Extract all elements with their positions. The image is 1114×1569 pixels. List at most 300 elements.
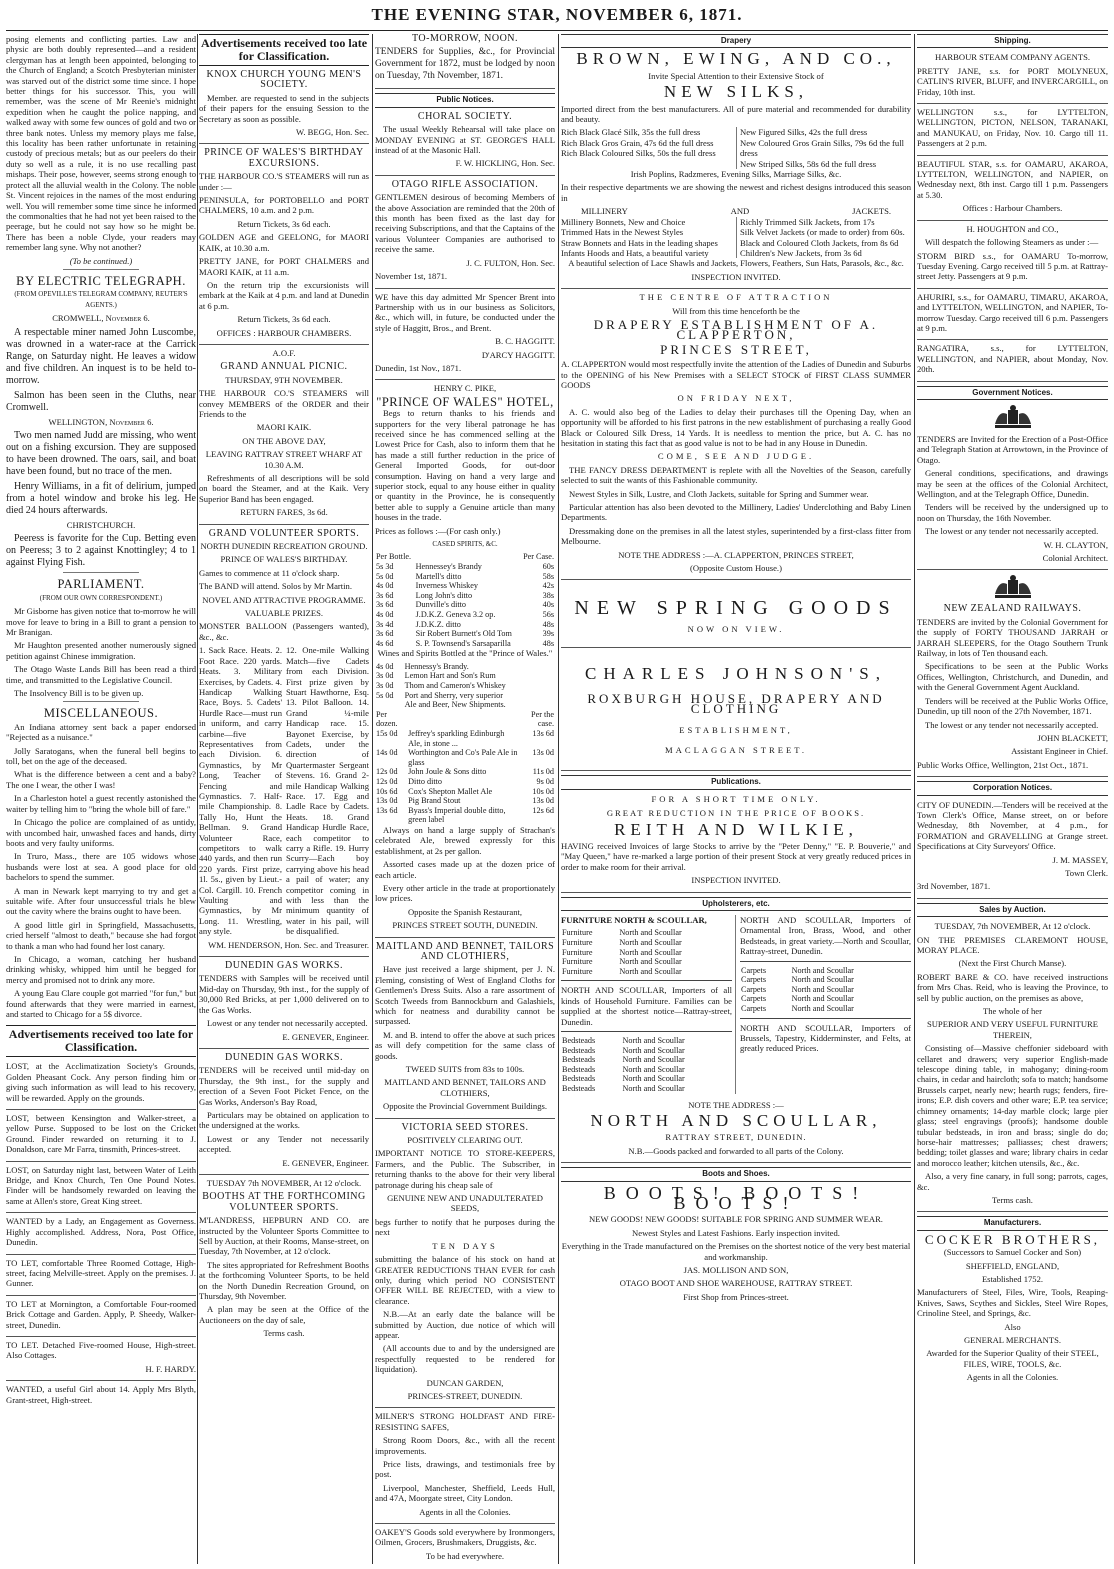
table-cell: Hennessy's Brandy. bbox=[404, 661, 469, 671]
ad-text: The lowest or any tender not necessarily accepted. bbox=[925, 526, 1099, 537]
table-cell: North and Scoullar bbox=[619, 957, 682, 967]
classified-ad bbox=[6, 1299, 196, 1337]
ad-text: NORTH DUNEDIN RECREATION GROUND. bbox=[200, 541, 368, 552]
ad-text: WELLINGTON s.s., for LYTTELTON, WELLINGTON, PICTON, NELSON, TARANAKI, and MANUKAU, on Friday, Nov. 10. Cargo till 11. Passengers at 2 p.m. bbox=[917, 107, 1108, 149]
ad-tenders-supplies bbox=[375, 34, 555, 89]
ad-text: LOST, at the Acclimatization Society's Grounds, Golden Pheasant Cock. Any person finding him or giving such information as will lead to his recovery, will be rewarded. Apply on the grounds. bbox=[6, 1061, 196, 1103]
ad-text: THE HARBOUR CO.'S STEAMERS will run as under :— bbox=[199, 171, 369, 192]
table-cell: North and Scoullar bbox=[791, 1003, 854, 1013]
table-cell: 3s 6d bbox=[376, 600, 394, 610]
ad-title: NEW SPRING GOODS bbox=[574, 597, 898, 620]
section-heading: Boots and Shoes. bbox=[561, 1167, 911, 1181]
ad-text: (Successors to Samuel Cocker and Son) bbox=[943, 1247, 1082, 1258]
ad-text: Wines and Spirits Bottled at the "Prince of Wales." bbox=[377, 648, 553, 659]
ad-cocker-brothers bbox=[917, 1231, 1108, 1383]
table-cell: North and Scoullar bbox=[622, 1083, 685, 1093]
table-header: Per dozen. bbox=[376, 709, 398, 729]
classification-heading: Advertisements received too late for Classification. bbox=[6, 1025, 196, 1057]
table-cell: Pig Brand Stout bbox=[408, 796, 461, 806]
table-row bbox=[375, 748, 555, 767]
table-row bbox=[561, 1074, 732, 1084]
table-cell: 4s 6d bbox=[376, 638, 394, 648]
column-divider bbox=[197, 34, 198, 1564]
news-item: In Chicago, a woman, catching her husband drinking whisky, whipped him until he begged for mercy and promised not to drink any more. bbox=[6, 953, 196, 985]
ad-signature: Assistant Engineer in Chief. bbox=[1011, 746, 1108, 757]
millinery-list bbox=[561, 217, 911, 259]
table-row bbox=[375, 767, 555, 777]
table-cell: 12s 6d bbox=[532, 805, 554, 815]
list-item: Infants Hoods and Hats, a beautiful variety bbox=[561, 247, 709, 258]
table-cell: Carpets bbox=[741, 1003, 767, 1013]
telegraph-subtitle: (FROM OPEVILLE'S TELEGRAM COMPANY, REUTER'S AGENTS.) bbox=[14, 290, 188, 309]
ad-title: DRAPERY ESTABLISHMENT OF A. CLAPPERTON, bbox=[593, 316, 879, 343]
table-cell: Thom and Cameron's Whiskey bbox=[404, 680, 506, 690]
table-cell: S. P. Townsend's Sarsaparilla bbox=[415, 638, 511, 648]
masthead-rule bbox=[6, 30, 1108, 31]
news-item: The Insolvency Bill is to be given up. bbox=[14, 688, 144, 699]
table-cell: Byass's Imperial double ditto, green label bbox=[408, 805, 506, 825]
divider bbox=[740, 1018, 911, 1019]
ad-text: Irish Poplins, Radzmeres, Evening Silks, Marriage Silks, &c. bbox=[630, 169, 842, 180]
table-cell: Martell's ditto bbox=[415, 571, 462, 581]
ad-title: MILNER'S STRONG HOLDFAST AND FIRE-RESISTING SAFES, bbox=[375, 1411, 555, 1432]
price-table-spirits bbox=[375, 552, 555, 648]
table-cell: Port and Sherry, very superior bbox=[404, 690, 504, 700]
table-cell: North and Scoullar bbox=[622, 1074, 685, 1084]
ad-text: ON THE ABOVE DAY, bbox=[242, 435, 326, 446]
ad-signature: E. GENEVER, Engineer. bbox=[282, 1031, 369, 1042]
divider bbox=[740, 961, 911, 962]
table-cell: North and Scoullar bbox=[622, 1045, 685, 1055]
list-item: New Figured Silks, 42s the full dress bbox=[740, 127, 868, 138]
ad-signature: JOHN BLACKETT, bbox=[1037, 732, 1108, 743]
table-cell: North and Scoullar bbox=[619, 937, 682, 947]
ad-title: NORTH AND SCOULLAR, bbox=[590, 1110, 882, 1130]
table-cell: Lemon Hart and Son's Rum bbox=[404, 671, 496, 681]
ad-text: Invite Special Attention to their Extensive Stock of bbox=[648, 70, 824, 81]
table-cell: Long John's ditto bbox=[415, 590, 473, 600]
ad-reith-wilkie bbox=[561, 794, 911, 893]
section-heading: Publications. bbox=[561, 775, 911, 789]
ad-text: The lowest or any tender not necessarily accepted. bbox=[925, 719, 1099, 730]
table-cell: Bedsteads bbox=[562, 1074, 596, 1084]
ad-text: JACKETS. bbox=[852, 206, 891, 217]
ad-text: Return Tickets, 3s 6d each. bbox=[237, 218, 331, 229]
ad-text: AHURIRI, s.s., for OAMARU, TIMARU, AKAROA, and LYTTELTON, WELLINGTON, and NAPIER, To-morrow Tuesday. Cargo received till 6 p.m. Passengers at 9 p.m. bbox=[917, 291, 1108, 333]
ad-text: LOST, on Saturday night last, between Water of Leith Bridge, and Knox Church, Ten One Pound Notes. Finder will be handsomely rewarded on leaving the same at Allen's store, Great King street. bbox=[6, 1164, 196, 1206]
news-item: Peeress is favorite for the Cup. Betting even on Peeress; 3 to 2 against Knottingley; 4 to 1 against Flying Fish. bbox=[6, 533, 196, 569]
list-item: Trimmed Hats in the Newest Styles bbox=[561, 227, 684, 238]
ad-signature: W. H. CLAYTON, bbox=[1043, 539, 1108, 550]
ad-text: Assorted cases made up at the dozen price of each article. bbox=[375, 859, 555, 880]
ad-aof-picnic bbox=[199, 348, 369, 525]
ad-signature: B. C. HAGGITT. bbox=[495, 336, 555, 347]
table-row bbox=[375, 581, 555, 591]
table-cell: 3s 0d bbox=[376, 680, 394, 690]
ad-mollison-boots bbox=[561, 1182, 911, 1303]
ad-choral-society bbox=[375, 112, 555, 176]
ad-text: Agents in all the Colonies. bbox=[966, 1372, 1059, 1383]
table-cell: 5s 0d bbox=[376, 571, 394, 581]
ad-title: KNOX CHURCH YOUNG MEN'S SOCIETY. bbox=[206, 69, 362, 91]
table-cell: North and Scoullar bbox=[791, 984, 854, 994]
ad-text: General conditions, specifications, and drawings may be seen at the offices of the Colonial Architect, Wellington, and at the Telegraph Office, Dunedin. bbox=[917, 468, 1108, 499]
ad-title: BROWN, EWING, AND CO., bbox=[576, 49, 896, 69]
ad-charles-johnson bbox=[561, 651, 911, 771]
ad-text: M. and B. intend to offer the above at such prices as will defy competition for the same class of goods. bbox=[375, 1029, 555, 1061]
ad-text: Will from this time henceforth be the bbox=[672, 305, 800, 316]
royal-crest-icon bbox=[991, 404, 1035, 430]
table-cell: North and Scoullar bbox=[622, 1035, 685, 1045]
ad-title: DUNEDIN GAS WORKS. bbox=[225, 1051, 343, 1063]
column-divider bbox=[558, 34, 559, 1564]
ad-title: HARBOUR STEAM COMPANY AGENTS. bbox=[934, 52, 1091, 63]
ad-shipping bbox=[917, 66, 1108, 104]
ad-text: MAITLAND AND BENNET, TAILORS AND CLOTHIERS, bbox=[384, 1077, 546, 1098]
table-cell: 4s 0d bbox=[376, 661, 394, 671]
ad-text: A.O.F. bbox=[272, 347, 296, 358]
table-cell: North and Scoullar bbox=[791, 994, 854, 1004]
ad-text: A. C. would also beg of the Ladies to delay their purchases till the Opening Day, when an opportunity will be afforded to his first patrons in the new establishment of purchasing a really Good Black or Coloured Silk Dress, 14 Yards. It is needless to mention the price, but A. C. has no hesitation in stating this fact that as good value is not to be had in any House in Dunedin. bbox=[561, 406, 911, 448]
ad-text: Have just received a large shipment, per J. N. Fleming, consisting of West of England Cloths for Gentlemen's Dress Suits. Also a rare assortment of Scotch Tweeds from Bannockburn and Galashiels, which for neatness and durability cannot be surpassed. bbox=[375, 964, 555, 1027]
table-cell: Bedsteads bbox=[562, 1055, 596, 1065]
ad-date: Dunedin, 1st Nov., 1871. bbox=[375, 362, 462, 373]
ad-text: Opposite the Provincial Government Buildings. bbox=[383, 1101, 547, 1112]
ad-haggitt bbox=[375, 292, 555, 381]
programme-list: 12. One-mile Walking Match—five Cadets from each Division. First prize given by Stuart Hawthorne, Esq. 13. Pilot Balloon. 14. Grand ¼-mile Handicap race. 15. Bayonet Exercise, by Cadets, under the direction of Quartermaster Sergeant Stevens. 16. Grand 2-mile Handicap Walking Race. 17. Egg and Ladle Race by Cadets. Heats. 18. Grand Handicap Hurdle Race, each competitor to carry a Rifle. 19. Hurry Scurry—Each boy carrying above his head a pail of water; any competitor coming in with less than the minimum quantity of water in his pail, will be disqualified. bbox=[286, 645, 369, 937]
dateline-christchurch: CHRISTCHURCH. bbox=[66, 519, 136, 530]
ad-text: MACLAGGAN STREET. bbox=[664, 744, 808, 755]
ad-text: The whole of her bbox=[983, 1006, 1042, 1017]
price-table-ales bbox=[375, 710, 555, 825]
list-item: New Striped Silks, 58s 6d the full dress bbox=[740, 158, 877, 169]
ad-text: VALUABLE PRIZES. bbox=[244, 608, 324, 619]
list-item: Children's New Jackets, from 3s 6d bbox=[740, 247, 862, 258]
ad-prince-of-wales-hotel bbox=[375, 383, 555, 937]
table-cell: 12s 0d bbox=[376, 776, 398, 786]
ad-gas-works-2 bbox=[199, 1053, 369, 1175]
ad-text: Opposite the Spanish Restaurant, bbox=[407, 906, 523, 917]
ad-text: CASED SPIRITS, &C. bbox=[432, 540, 498, 549]
ad-text: Terms cash. bbox=[263, 1328, 305, 1339]
ad-signature: F. W. HICKLING, Hon. Sec. bbox=[455, 158, 555, 169]
column-divider bbox=[372, 34, 373, 1564]
ad-excursions bbox=[199, 148, 369, 345]
ad-maitland-bennet bbox=[375, 942, 555, 1119]
table-row bbox=[740, 994, 911, 1004]
classified-ad bbox=[6, 1340, 196, 1381]
table-cell: 13s 0d bbox=[376, 796, 398, 806]
ad-post-office-tender bbox=[917, 434, 1108, 570]
ad-gas-works-1 bbox=[199, 961, 369, 1049]
ad-text: STORM BIRD s.s., for OAMARU To-morrow, Tuesday Evening. Cargo received till 5 p.m. at Rattray-street Jetty. Passengers at 9 p.m. bbox=[917, 250, 1108, 282]
ad-signature: D'ARCY HAGGITT. bbox=[481, 349, 555, 360]
ad-text: CITY OF DUNEDIN.—Tenders will be received at the Town Clerk's Office, Manse street, on or before Wednesday, 8th November, at 4 p.m., for FORMATION and GRAVELLING at Grange street. Specifications at City Surveyors' Office. bbox=[917, 799, 1108, 852]
ad-text: Awarded for the Superior Quality of their STEEL, FILES, WIRE, TOOLS, &c. bbox=[926, 1348, 1099, 1369]
ad-text: Offices : Harbour Chambers. bbox=[962, 203, 1063, 214]
table-cell: 3s 4d bbox=[376, 619, 394, 629]
table-cell: 3s 0d bbox=[376, 671, 394, 681]
ad-railways bbox=[917, 604, 1108, 777]
ad-title: H. HOUGHTON and CO., bbox=[966, 223, 1059, 234]
table-cell: 13s 0d bbox=[532, 748, 554, 758]
classified-ad bbox=[6, 1165, 196, 1214]
ad-title: TO-MORROW, NOON. bbox=[411, 34, 519, 44]
section-heading: Sales by Auction. bbox=[917, 903, 1108, 917]
table-cell: Ale and Beer, New Shipments. bbox=[404, 700, 506, 710]
table-row bbox=[375, 729, 555, 748]
ad-text: Agents in all the Colonies. bbox=[419, 1506, 511, 1517]
ad-title: BOOTS! BOOTS! BOOTS! bbox=[603, 1182, 869, 1213]
ad-text: SHEFFIELD, ENGLAND, bbox=[965, 1260, 1060, 1271]
ad-rifle-association bbox=[375, 180, 555, 289]
table-cell: Furniture bbox=[562, 957, 593, 967]
table-cell: 10s 0d bbox=[532, 786, 554, 796]
ad-text: ON FRIDAY NEXT, bbox=[677, 393, 795, 404]
ad-text: Particulars may be obtained on application to the undersigned at the works. bbox=[199, 1109, 369, 1131]
section-heading: Corporation Notices. bbox=[917, 781, 1108, 795]
ad-text: NORTH AND SCOULLAR, Importers of Brussels, Tapestry, Kidderminster, and Felts, at greatly reduced Prices. bbox=[740, 1022, 911, 1054]
news-item: What is the difference between a cent and a baby? The one I wear, the other I was! bbox=[6, 769, 196, 790]
ad-text: WE have this day admitted Mr Spencer Brent into Partnership with us in our business as Solicitors, &c., which will, in future, be conducted under the style of Haggitt, Bros., and Brent. bbox=[375, 291, 555, 333]
ad-title: GRAND ANNUAL PICNIC. bbox=[220, 361, 348, 373]
list-item: Richly Trimmed Silk Jackets, from 17s bbox=[740, 216, 875, 227]
ad-text: HENRY C. PIKE, bbox=[433, 383, 497, 394]
table-row bbox=[740, 985, 911, 995]
news-item: In Chicago the police are complained of as untidy, with uncombed hair, unwashed faces and hands, dirty boots and very faulty uniforms. bbox=[6, 817, 196, 848]
table-cell: Furniture bbox=[562, 928, 593, 938]
ad-text: A beautiful selection of Lace Shawls and Jackets, Flowers, Feathers, Sun Hats, Parasols, &c., &c. bbox=[568, 258, 904, 269]
table-row bbox=[375, 700, 555, 710]
ad-text: submitting the balance of his stock on hand at GREATER REDUCTIONS THAN EVER for cash only, during which period NO CONSISTENT OFFER WILL BE REJECTED, with a view to clearance. bbox=[375, 1254, 555, 1306]
table-row bbox=[561, 1046, 732, 1056]
ad-victoria-seed-stores bbox=[375, 1123, 555, 1409]
ad-signature: W. BEGG, Hon. Sec. bbox=[296, 127, 369, 138]
column-3 bbox=[375, 34, 555, 1564]
ad-text: Begs to return thanks to his friends and supporters for the very liberal patronage he has received since he has commenced selling at the Lowest Price for Cash, also to inform them that he has made a still further reduction in the price of General Imported Goods, for out-door consumption. Having on hand a very large and superior stock, equal to any house either in quality or quantity in the Province, he is consequently better able to supply a Genuine article than many houses in the trade. bbox=[375, 408, 555, 523]
classified-ad bbox=[6, 1113, 196, 1162]
table-row bbox=[375, 629, 555, 639]
ad-text: TEN DAYS bbox=[432, 1240, 498, 1251]
ad-text: Newest Styles and Latest Fashions. Early inspection invited. bbox=[632, 1227, 840, 1238]
ad-text: The usual Weekly Rehearsal will take place on MONDAY EVENING at ST. GEORGE'S HALL instead of at the Masonic Hall. bbox=[375, 124, 555, 156]
table-row bbox=[561, 1084, 732, 1094]
ad-title: PRINCE OF WALES'S BIRTHDAY EXCURSIONS. bbox=[204, 147, 364, 169]
ad-text: COME, SEE AND JUDGE. bbox=[657, 451, 815, 462]
table-row bbox=[561, 1065, 732, 1075]
classified-ad bbox=[6, 1216, 196, 1254]
ad-text: Games to commence at 11 o'clock sharp. bbox=[199, 567, 340, 578]
ad-text: HAVING received Invoices of large Stocks to arrive by the "Peter Denny," "E. P. Bouverie," and "May Queen," have re-marked a large portion of their present Stock at very greatly reduced prices in order to make room for their arrival. bbox=[561, 840, 911, 872]
ad-title: COCKER BROTHERS, bbox=[924, 1231, 1101, 1247]
ad-volunteer-sports bbox=[199, 529, 369, 957]
ad-signature: J. C. FULTON, Hon. Sec. bbox=[466, 257, 555, 268]
table-cell: 40s bbox=[542, 600, 554, 610]
ad-text: OAKEY'S Goods sold everywhere by Ironmongers, Oilmen, Grocers, Brushmakers, Druggists, &c. bbox=[375, 1527, 555, 1548]
ad-text: GENTLEMEN desirous of becoming Members of the above Association are reminded that the 20th of this month has been fixed as the last day for receiving Subscriptions, and that the Captains of the various Volunteer Companies are authorised to receive the same. bbox=[375, 192, 555, 255]
news-item: A good little girl in Springfield, Massachusetts, cried herself "almost to death," because she had forgot to thank a man who had found her lost canary. bbox=[6, 919, 196, 951]
ad-title: VICTORIA SEED STORES. bbox=[401, 1121, 529, 1133]
list-item: Silk Velvet Jackets (or made to order) from 60s. bbox=[740, 227, 905, 238]
ad-title: CHORAL SOCIETY. bbox=[417, 110, 513, 122]
ad-text: TO LET. Detached Five-roomed House, High-street. Also Cottages. bbox=[6, 1339, 196, 1361]
table-row bbox=[561, 967, 732, 977]
ad-text: THE HARBOUR CO.'S STEAMERS will convey MEMBERS of the ORDER and their Friends to the bbox=[199, 388, 369, 419]
news-item: Two men named Judd are missing, who went out on a fishing excursion. They are supposed to have been drowned. The oars, sail, and boat have been found, but no trace of the men. bbox=[6, 429, 196, 477]
table-cell: J.D.K.Z. ditto bbox=[415, 619, 461, 629]
ad-text: NOTE THE ADDRESS :— bbox=[688, 1099, 784, 1110]
news-item: A man in Newark kept marrying to try and get a suitable wife. After four unsuccessful trials he blew out the cavity where the brains ought to have been. bbox=[6, 885, 196, 917]
ad-city-dunedin bbox=[917, 800, 1108, 899]
ad-shipping bbox=[917, 251, 1108, 289]
ad-text: RETURN FARES, 3s 6d. bbox=[240, 507, 328, 518]
table-row bbox=[561, 938, 732, 948]
column-5 bbox=[917, 34, 1108, 1564]
table-cell: Carpets bbox=[741, 984, 767, 994]
ad-title: MAITLAND AND BENNET, TAILORS AND CLOTHIERS, bbox=[375, 940, 555, 962]
table-cell: North and Scoullar bbox=[791, 965, 854, 975]
ad-title: ROXBURGH HOUSE, DRAPERY AND CLOTHING bbox=[587, 690, 885, 717]
table-cell: J.D.K.Z. Geneva 3.2 op. bbox=[415, 610, 496, 619]
table-cell: 42s bbox=[542, 581, 554, 591]
ad-text: LOST, between Kensington and Walker-street, a yellow Purse. Supposed to be lost on the Cricket Ground. Finder rewarded on returning it to J. Donaldson, care Mr Farra, tinsmith, Princes-street. bbox=[6, 1113, 196, 1155]
ad-text: THE FANCY DRESS DEPARTMENT is replete with all the Novelties of the Season, carefully selected to suit the wants of this Fashionable community. bbox=[561, 464, 911, 486]
section-heading: Public Notices. bbox=[375, 93, 555, 107]
news-item: A young Eau Clare couple got married "for fun," but found afterwards that they were married in earnest, and started to Chicago for a 5$ divorce. bbox=[6, 988, 196, 1019]
ad-shipping bbox=[917, 159, 1108, 221]
ad-clapperton bbox=[561, 292, 911, 580]
ad-text: Newest Styles in Silk, Lustre, and Cloth Jackets, suitable for Spring and Summer wear. bbox=[569, 488, 869, 499]
table-cell: John Joule & Sons ditto bbox=[408, 767, 487, 777]
table-cell: 38s bbox=[542, 590, 554, 600]
bedsteads-list bbox=[561, 1036, 732, 1094]
parliament-subtitle: (FROM OUR OWN CORRESPONDENT.) bbox=[39, 593, 163, 602]
ad-text: IMPORTANT NOTICE TO STORE-KEEPERS, Farmers, and the Public. The Subscriber, in returning thanks to the above for their very liberal patronage during his cheap sale of bbox=[375, 1148, 555, 1190]
divider bbox=[63, 572, 139, 573]
ad-text: Specifications to be seen at the Public Works Offices, Wellington, Christchurch, and Dunedin, and with the General Government Agent Auckland. bbox=[917, 661, 1108, 693]
ad-text: ROBERT BARE & CO. have received instructions from Mrs Chas. Reid, who is leaving the Province, to sell by public auction, on the premises as above, bbox=[917, 971, 1108, 1003]
classified-ad bbox=[6, 1061, 196, 1110]
ad-title: DUNEDIN GAS WORKS. bbox=[225, 960, 343, 972]
ad-text: Will despatch the following Steamers as under :— bbox=[925, 237, 1099, 248]
table-row bbox=[561, 957, 732, 967]
table-cell: 4s 0d bbox=[376, 610, 394, 619]
table-cell: 10s 6d bbox=[376, 786, 398, 796]
news-item: In a Charleston hotel a guest recently astonished the waiter by telling him to "bring the whole bill of fare." bbox=[6, 793, 196, 814]
ad-text: TO LET at Mornington, a Comfortable Four-roomed Brick Cottage and Garden. Apply, P. Sheedy, Walker-street, Dunedin. bbox=[6, 1298, 196, 1330]
ad-text: TENDERS are Invited for the Erection of a Post-Office and Telegraph Station at Arrowtown, in the Province of Otago. bbox=[917, 433, 1108, 465]
table-cell: Worthington and Co's Pale Ale in glass bbox=[408, 748, 518, 767]
section-heading: Drapery bbox=[561, 34, 911, 48]
ad-signature: Colonial Architect. bbox=[1042, 553, 1108, 564]
table-cell: 39s bbox=[542, 629, 554, 639]
dateline-wellington: WELLINGTON, November 6. bbox=[48, 416, 154, 427]
ad-text: TO LET, comfortable Three Roomed Cottage, High-street, facing Melville-street. Apply on the premises. J. Gunner. bbox=[6, 1257, 196, 1289]
ad-auction-claremont bbox=[917, 921, 1108, 1212]
table-cell: 48s bbox=[542, 619, 554, 629]
ad-text: A. CLAPPERTON would most respectfully invite the attention of the Ladies of Dunedin and Suburbs to the OPENING of his New Premises with a SELECT STOCK of FIRST CLASS SUMMER GOODS bbox=[561, 359, 911, 390]
table-cell: 5s 3d bbox=[376, 562, 394, 572]
ad-text: To be had everywhere. bbox=[425, 1550, 505, 1561]
ad-text: PRINCES-STREET, DUNEDIN. bbox=[407, 1390, 523, 1401]
table-row bbox=[375, 562, 555, 572]
ad-text: NORTH AND SCOULLAR, Importers of Ornamental Iron, Brass, Wood, and other Bedsteads, in great variety.—North and Scoullar, Rattray-street, Dunedin. bbox=[740, 914, 911, 957]
royal-crest-icon bbox=[991, 574, 1035, 600]
ad-shipping bbox=[917, 107, 1108, 156]
table-row bbox=[375, 600, 555, 610]
ad-text: WANTED, a useful Girl about 14. Apply Mrs Blyth, Grant-street, High-street. bbox=[6, 1384, 196, 1405]
ad-text: MONSTER BALLOON (Passengers wanted), &c., &c. bbox=[199, 621, 369, 642]
ad-title: GRAND VOLUNTEER SPORTS. bbox=[208, 527, 360, 539]
ad-text: Price lists, drawings, and testimonials free by post. bbox=[375, 1459, 555, 1480]
ad-text: SUPERIOR AND VERY USEFUL FURNITURE THEREIN, bbox=[926, 1019, 1099, 1040]
ad-text: On the return trip the excursionists will embark at the Kaik at 4 p.m. and land at Dunedin at 6 p.m. bbox=[199, 279, 369, 311]
ad-text: N.B.—At an early date the balance will be submitted by Auction, due notice of which will appear. bbox=[375, 1309, 555, 1340]
ad-shipping bbox=[917, 343, 1108, 381]
table-cell: 56s bbox=[542, 610, 554, 619]
section-heading: Manufacturers. bbox=[917, 1216, 1108, 1230]
table-cell: Furniture bbox=[562, 947, 593, 957]
ad-text: Also bbox=[1004, 1321, 1021, 1332]
table-row bbox=[561, 1036, 732, 1046]
section-heading: Government Notices. bbox=[917, 386, 1108, 400]
ad-text: N.B.—Goods packed and forwarded to all parts of the Colony. bbox=[628, 1145, 844, 1156]
ad-text: The BAND will attend. Solos by Mr Martin. bbox=[199, 581, 353, 592]
ad-text: TENDERS are invited by the Colonial Government for the supply of FORTY THOUSAND JARRAH or JARRAH SLEEPERS, for the Otago Southern Trunk Railway, in lots of Ten thousand each. bbox=[917, 616, 1108, 659]
table-row bbox=[375, 591, 555, 601]
table-row bbox=[375, 671, 555, 681]
ad-text: Tenders will be received by the undersigned up to noon on Thursday, the 16th November. bbox=[917, 502, 1108, 523]
table-cell: 5s 0d bbox=[376, 690, 394, 700]
ad-text: Return Tickets, 3s 6d each. bbox=[237, 314, 331, 325]
table-cell: 58s bbox=[542, 571, 554, 581]
ad-milner-safes bbox=[375, 1411, 555, 1524]
ad-text: PRETTY JANE, for PORT CHALMERS and MAORI KAIK, at 11 a.m. bbox=[199, 256, 369, 277]
table-cell: 60s bbox=[542, 562, 554, 572]
table-cell: Carpets bbox=[741, 965, 767, 975]
ad-title: NEW SILKS, bbox=[663, 82, 809, 102]
list-item: New Coloured Gros Grain Silks, 79s 6d the full dress bbox=[740, 137, 904, 159]
column-2 bbox=[199, 34, 369, 1564]
table-cell: 4s 0d bbox=[376, 581, 394, 591]
ad-signature: E. GENEVER, Engineer. bbox=[282, 1157, 369, 1168]
ad-text: POSITIVELY CLEARING OUT. bbox=[407, 1135, 523, 1146]
ad-text: PRETTY JANE, s.s. for PORT MOLYNEUX, CATLIN'S RIVER, BLUFF, and INVERCARGILL, on Friday, 10th inst. bbox=[917, 65, 1108, 97]
ad-text: Imported direct from the best manufacturers. All of pure material and recommended for durability and beauty. bbox=[561, 103, 911, 125]
table-row bbox=[561, 948, 732, 958]
table-cell: 12s 0d bbox=[376, 767, 398, 777]
table-header: Per Case. bbox=[523, 552, 554, 562]
ad-text: The sites appropriated for Refreshment Booths at the forthcoming Volunteer Sports, to be held on the North Dunedin Recreation Ground, on Thursday, 9th November. bbox=[199, 1259, 369, 1302]
table-row bbox=[740, 975, 911, 985]
news-item: Salmon has been seen in the Cluths, near Cromwell. bbox=[6, 389, 196, 413]
divider bbox=[561, 1031, 732, 1032]
table-row bbox=[375, 681, 555, 691]
ad-title: FURNITURE NORTH & SCOULLAR, bbox=[561, 914, 707, 925]
table-cell: Furniture bbox=[562, 937, 593, 947]
table-header: Per the case. bbox=[531, 709, 554, 729]
divider bbox=[63, 269, 139, 270]
ad-text: Dressmaking done on the premises in all the latest styles, superintended by a first-class fitter from Melbourne. bbox=[561, 525, 911, 547]
table-row bbox=[561, 928, 732, 938]
ad-text: Liverpool, Manchester, Sheffield, Leeds Hull, and 47A, Moorgate street, City London. bbox=[375, 1482, 555, 1504]
ad-title: PRINCES STREET, bbox=[660, 341, 812, 357]
ad-signature: H. F. HARDY. bbox=[145, 1363, 196, 1374]
table-cell: North and Scoullar bbox=[619, 928, 682, 938]
ad-title: NEW ZEALAND RAILWAYS. bbox=[943, 603, 1082, 615]
ad-text: (All accounts due to and by the undersigned are respectfully requested to be rendered for liquidation). bbox=[375, 1343, 555, 1375]
table-cell: 9s 0d bbox=[536, 776, 554, 786]
